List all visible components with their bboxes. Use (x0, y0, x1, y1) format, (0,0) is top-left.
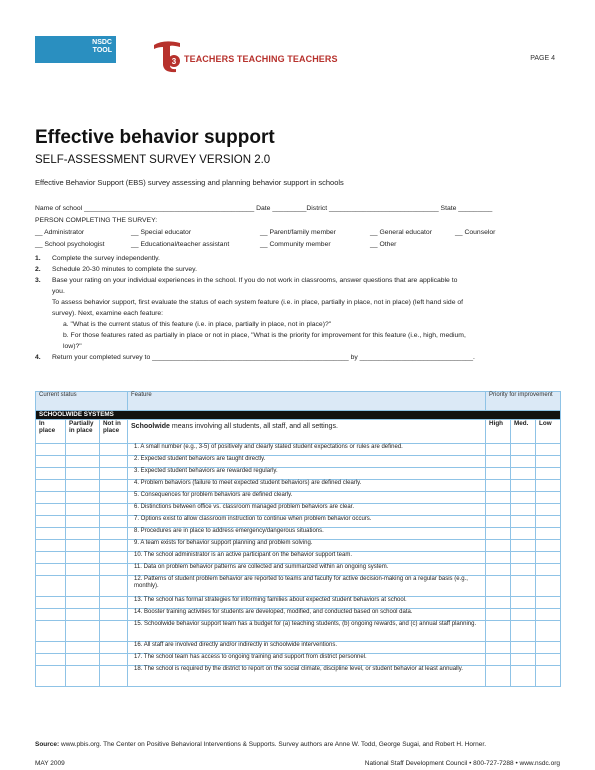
instruction-text: Base your rating on your individual experiences in the school. If you do not work in classrooms, answer questions that are applicable to (52, 277, 458, 284)
low-cell[interactable] (536, 444, 561, 456)
partially-in-place-cell[interactable] (66, 492, 100, 504)
not-in-place-cell[interactable] (100, 540, 128, 552)
col-not-in-place: Not in place (100, 420, 128, 444)
low-cell[interactable] (536, 456, 561, 468)
table-row (36, 528, 561, 540)
page-subtitle: SELF-ASSESSMENT SURVEY VERSION 2.0 (35, 154, 271, 166)
table-row (36, 666, 561, 687)
med-cell[interactable] (511, 597, 536, 609)
current-status-header: Current status (36, 392, 128, 411)
table-row (36, 492, 561, 504)
high-cell[interactable] (486, 492, 511, 504)
feature-cell: 1. A small number (e.g., 3-5) of positively and clearly stated student expectations or rules are defined. (128, 444, 486, 456)
source-label: Source: (35, 741, 60, 748)
feature-header: Feature (128, 392, 486, 411)
role-general-educator[interactable]: __ General educator (370, 229, 432, 236)
high-cell[interactable] (486, 642, 511, 654)
in-place-cell[interactable] (36, 540, 66, 552)
survey-table (35, 391, 561, 687)
instruction-item (35, 264, 560, 275)
med-cell[interactable] (511, 492, 536, 504)
instruction-item (35, 297, 560, 308)
table-row (36, 540, 561, 552)
high-cell[interactable] (486, 456, 511, 468)
instruction-item (35, 286, 560, 297)
partially-in-place-cell[interactable] (66, 642, 100, 654)
in-place-cell[interactable] (36, 444, 66, 456)
feature-cell: 11. Data on problem behavior patterns are collected and summarized within an ongoing system. (128, 564, 486, 576)
feature-cell: 6. Distinctions between office vs. classroom managed problem behaviors are clear. (128, 504, 486, 516)
not-in-place-cell[interactable] (100, 444, 128, 456)
in-place-cell[interactable] (36, 642, 66, 654)
high-cell[interactable] (486, 516, 511, 528)
instruction-number: 4. (35, 354, 41, 361)
high-cell[interactable] (486, 468, 511, 480)
not-in-place-cell[interactable] (100, 480, 128, 492)
high-cell[interactable] (486, 666, 511, 687)
col-in-place: In place (36, 420, 66, 444)
instruction-item (35, 253, 560, 264)
nsdc-tool-badge (35, 36, 116, 63)
low-cell[interactable] (536, 642, 561, 654)
feature-cell: 18. The school is required by the district to report on the social climate, discipline level, or student behavior at least annually. (128, 666, 486, 687)
low-cell[interactable] (536, 609, 561, 621)
t3-logo-icon (150, 37, 184, 73)
in-place-cell[interactable] (36, 468, 66, 480)
high-cell[interactable] (486, 528, 511, 540)
low-cell[interactable] (536, 597, 561, 609)
partially-in-place-cell[interactable] (66, 540, 100, 552)
instruction-item (35, 275, 560, 286)
instruction-item (35, 319, 560, 330)
partially-in-place-cell[interactable] (66, 564, 100, 576)
not-in-place-cell[interactable] (100, 666, 128, 687)
col-low: Low (536, 420, 561, 444)
partially-in-place-cell[interactable] (66, 654, 100, 666)
in-place-cell[interactable] (36, 621, 66, 642)
feature-cell: 3. Expected student behaviors are rewarded regularly. (128, 468, 486, 480)
table-row (36, 621, 561, 642)
feature-cell: 5. Consequences for problem behaviors are defined clearly. (128, 492, 486, 504)
role-counselor[interactable]: __ Counselor (455, 229, 496, 236)
high-cell[interactable] (486, 504, 511, 516)
partially-in-place-cell[interactable] (66, 516, 100, 528)
partially-in-place-cell[interactable] (66, 468, 100, 480)
partially-in-place-cell[interactable] (66, 456, 100, 468)
in-place-cell[interactable] (36, 504, 66, 516)
in-place-cell[interactable] (36, 666, 66, 687)
instruction-text: b. For those features rated as partially in place or not in place, "What is the priority for improvement for this feature (i.e., high, medium, (63, 332, 466, 339)
feature-cell: 14. Booster training activities for students are developed, modified, and conducted based on school data. (128, 609, 486, 621)
partially-in-place-cell[interactable] (66, 504, 100, 516)
school-info-line[interactable]: Name of school _____________________________________________ Date _________District _____________________________ State _________ (35, 205, 493, 212)
med-cell[interactable] (511, 456, 536, 468)
role-school-psychologist[interactable]: __ School psychologist (35, 241, 105, 248)
table-row (36, 642, 561, 654)
not-in-place-cell[interactable] (100, 576, 128, 597)
source-note (35, 741, 486, 748)
badge-line1: NSDC (92, 39, 112, 46)
not-in-place-cell[interactable] (100, 528, 128, 540)
high-cell[interactable] (486, 609, 511, 621)
low-cell[interactable] (536, 480, 561, 492)
in-place-cell[interactable] (36, 528, 66, 540)
in-place-cell[interactable] (36, 456, 66, 468)
med-cell[interactable] (511, 444, 536, 456)
not-in-place-cell[interactable] (100, 597, 128, 609)
instruction-item (35, 330, 560, 341)
med-cell[interactable] (511, 528, 536, 540)
in-place-cell[interactable] (36, 492, 66, 504)
high-cell[interactable] (486, 564, 511, 576)
instruction-text: To assess behavior support, first evaluate the status of each system feature (i.e. in place, partially in place, not in place) (left hand side of (52, 299, 464, 306)
low-cell[interactable] (536, 540, 561, 552)
footer-org: National Staff Development Council • 800-727-7288 • www.nsdc.org (364, 760, 560, 767)
partially-in-place-cell[interactable] (66, 444, 100, 456)
not-in-place-cell[interactable] (100, 621, 128, 642)
not-in-place-cell[interactable] (100, 516, 128, 528)
page-title: Effective behavior support (35, 127, 275, 148)
med-cell[interactable] (511, 621, 536, 642)
partially-in-place-cell[interactable] (66, 609, 100, 621)
table-row (36, 609, 561, 621)
low-cell[interactable] (536, 528, 561, 540)
low-cell[interactable] (536, 564, 561, 576)
instruction-item (35, 308, 560, 319)
not-in-place-cell[interactable] (100, 552, 128, 564)
not-in-place-cell[interactable] (100, 492, 128, 504)
badge-line2: TOOL (92, 47, 112, 54)
role-administrator[interactable]: __ Administrator (35, 229, 85, 236)
table-row (36, 654, 561, 666)
page-number: PAGE 4 (530, 55, 555, 62)
column-header-row (36, 420, 561, 444)
med-cell[interactable] (511, 552, 536, 564)
instruction-number: 2. (35, 266, 41, 273)
med-cell[interactable] (511, 540, 536, 552)
partially-in-place-cell[interactable] (66, 576, 100, 597)
instructions-list (35, 253, 560, 363)
low-cell[interactable] (536, 492, 561, 504)
instruction-item (35, 341, 560, 352)
not-in-place-cell[interactable] (100, 456, 128, 468)
partially-in-place-cell[interactable] (66, 480, 100, 492)
table-row (36, 456, 561, 468)
in-place-cell[interactable] (36, 576, 66, 597)
partially-in-place-cell[interactable] (66, 621, 100, 642)
schoolwide-definition (128, 420, 486, 444)
low-cell[interactable] (536, 504, 561, 516)
low-cell[interactable] (536, 654, 561, 666)
instruction-text: survey). Next, examine each feature: (52, 310, 164, 317)
col-high: High (486, 420, 511, 444)
partially-in-place-cell[interactable] (66, 597, 100, 609)
role-other[interactable]: __ Other (370, 241, 397, 248)
instruction-text: Complete the survey independently. (52, 255, 160, 262)
med-cell[interactable] (511, 516, 536, 528)
instruction-item[interactable] (35, 352, 560, 363)
med-cell[interactable] (511, 468, 536, 480)
brand-name: TEACHERS TEACHING TEACHERS (184, 54, 338, 64)
high-cell[interactable] (486, 444, 511, 456)
feature-cell: 15. Schoolwide behavior support team has a budget for (a) teaching students, (b) ongoing rewards, and (c) annual staff planning. (128, 621, 486, 642)
instruction-number: 3. (35, 277, 41, 284)
high-cell[interactable] (486, 552, 511, 564)
high-cell[interactable] (486, 597, 511, 609)
role-teacher-assistant[interactable]: __ Educational/teacher assistant (131, 241, 230, 248)
in-place-cell[interactable] (36, 654, 66, 666)
in-place-cell[interactable] (36, 516, 66, 528)
role-special-educator[interactable]: __ Special educator (131, 229, 192, 236)
feature-cell: 9. A team exists for behavior support planning and problem solving. (128, 540, 486, 552)
low-cell[interactable] (536, 516, 561, 528)
table-row (36, 468, 561, 480)
high-cell[interactable] (486, 576, 511, 597)
high-cell[interactable] (486, 654, 511, 666)
feature-cell: 17. The school team has access to ongoing training and support from district personnel. (128, 654, 486, 666)
instruction-text: you. (52, 288, 65, 295)
med-cell[interactable] (511, 504, 536, 516)
low-cell[interactable] (536, 666, 561, 687)
table-row (36, 480, 561, 492)
table-row (36, 504, 561, 516)
not-in-place-cell[interactable] (100, 504, 128, 516)
feature-cell: 4. Problem behaviors (failure to meet expected student behaviors) are defined clearly. (128, 480, 486, 492)
schoolwide-term: Schoolwide (131, 423, 170, 430)
page-description: Effective Behavior Support (EBS) survey assessing and planning behavior support in schools (35, 178, 344, 187)
feature-cell: 8. Procedures are in place to address emergency/dangerous situations. (128, 528, 486, 540)
med-cell[interactable] (511, 564, 536, 576)
low-cell[interactable] (536, 552, 561, 564)
high-cell[interactable] (486, 540, 511, 552)
feature-cell: 7. Options exist to allow classroom instruction to continue when problem behavior occurs. (128, 516, 486, 528)
table-row (36, 564, 561, 576)
not-in-place-cell[interactable] (100, 654, 128, 666)
med-cell[interactable] (511, 666, 536, 687)
high-cell[interactable] (486, 621, 511, 642)
schoolwide-text: means involving all students, all staff, and all settings. (169, 423, 338, 430)
section-row (36, 411, 561, 420)
col-med: Med. (511, 420, 536, 444)
feature-cell: 2. Expected student behaviors are taught directly. (128, 456, 486, 468)
col-partially-in-place: Partially in place (66, 420, 100, 444)
med-cell[interactable] (511, 654, 536, 666)
med-cell[interactable] (511, 480, 536, 492)
table-row (36, 516, 561, 528)
low-cell[interactable] (536, 576, 561, 597)
in-place-cell[interactable] (36, 564, 66, 576)
med-cell[interactable] (511, 642, 536, 654)
not-in-place-cell[interactable] (100, 642, 128, 654)
footer-date: MAY 2009 (35, 760, 65, 767)
med-cell[interactable] (511, 576, 536, 597)
instruction-text: Schedule 20-30 minutes to complete the survey. (52, 266, 197, 273)
feature-cell: 16. All staff are involved directly and/or indirectly in schoolwide interventions. (128, 642, 486, 654)
instruction-number: 1. (35, 255, 41, 262)
role-community-member[interactable]: __ Community member (260, 241, 331, 248)
partially-in-place-cell[interactable] (66, 666, 100, 687)
low-cell[interactable] (536, 468, 561, 480)
not-in-place-cell[interactable] (100, 468, 128, 480)
high-cell[interactable] (486, 480, 511, 492)
person-completing-label: PERSON COMPLETING THE SURVEY: (35, 217, 158, 224)
partially-in-place-cell[interactable] (66, 552, 100, 564)
in-place-cell[interactable] (36, 480, 66, 492)
feature-cell: 13. The school has formal strategies for informing families about expected student behaviors at school. (128, 597, 486, 609)
section-title: SCHOOLWIDE SYSTEMS (36, 411, 561, 420)
partially-in-place-cell[interactable] (66, 528, 100, 540)
in-place-cell[interactable] (36, 597, 66, 609)
low-cell[interactable] (536, 621, 561, 642)
in-place-cell[interactable] (36, 552, 66, 564)
svg-text:3: 3 (171, 57, 177, 66)
table-row (36, 444, 561, 456)
role-parent-family[interactable]: __ Parent/family member (260, 229, 336, 236)
instruction-text: low)?" (63, 343, 82, 350)
table-row (36, 597, 561, 609)
table-row (36, 552, 561, 564)
not-in-place-cell[interactable] (100, 609, 128, 621)
med-cell[interactable] (511, 609, 536, 621)
in-place-cell[interactable] (36, 609, 66, 621)
instruction-text: a. "What is the current status of this feature (i.e. in place, partially in place, not in place)?" (63, 321, 332, 328)
feature-cell: 12. Patterns of student problem behavior are reported to teams and faculty for active decision-making on a regular basis (e.g., monthly). (128, 576, 486, 597)
instruction-text: Return your completed survey to ____________________________________________________ by ______________________________. (52, 354, 475, 361)
table-header-row (36, 392, 561, 411)
feature-cell: 10. The school administrator is an active participant on the behavior support team. (128, 552, 486, 564)
source-text: www.pbis.org. The Center on Positive Behavioral Interventions & Supports. Survey authors are Anne W. Todd, George Sugai, and Robert H. Horner. (59, 741, 487, 748)
priority-header: Priority for improvement (486, 392, 561, 411)
not-in-place-cell[interactable] (100, 564, 128, 576)
table-row (36, 576, 561, 597)
